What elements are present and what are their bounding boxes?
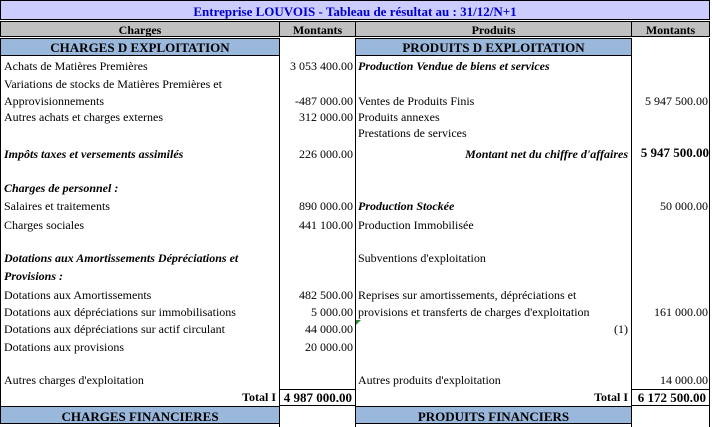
- produit-reprises-line2: provisions et transferts de charges d'exploitation: [358, 305, 590, 319]
- charge-autres-charges: Autres charges d'exploitation: [4, 373, 144, 387]
- charge-autres-achats-value: 312 000.00: [299, 110, 353, 124]
- charge-impots: Impôts taxes et versements assimilés: [4, 147, 184, 161]
- charge-dotations-heading-line2: Provisions :: [4, 269, 64, 283]
- charge-dot-prov: Dotations aux provisions: [4, 340, 124, 354]
- column-montants-right: [631, 38, 710, 389]
- comment-marker-icon: [356, 320, 361, 325]
- charge-dot-amort: Dotations aux Amortissements: [4, 288, 152, 302]
- produit-ventes: Ventes de Produits Finis: [358, 94, 475, 108]
- produit-production-vendue: Production Vendue de biens et services: [358, 59, 550, 73]
- charge-achats-value: 3 053 400.00: [290, 59, 353, 73]
- produit-autres-produits: Autres produits d'exploitation: [358, 373, 501, 387]
- produit-chiffre-affaires-value: 5 947 500.00: [640, 145, 709, 160]
- header-montants-right: Montants: [631, 21, 710, 37]
- produit-reprises-note: (1): [614, 322, 628, 336]
- charge-autres-achats: Autres achats et charges externes: [4, 110, 164, 124]
- charge-dotations-heading-line1: Dotations aux Amortissements Dépréciations et: [4, 251, 239, 265]
- produits-total-label: Total I: [594, 390, 628, 404]
- charge-salaires-value: 890 000.00: [299, 199, 353, 213]
- charges-total-label: Total I: [242, 390, 276, 404]
- charge-dot-actif: Dotations aux dépréciations sur actif circulant: [4, 322, 225, 336]
- produit-autres-produits-value: 14 000.00: [660, 373, 708, 387]
- produit-annexes: Produits annexes: [358, 110, 440, 124]
- produit-chiffre-affaires-label: Montant net du chiffre d'affaires: [465, 147, 628, 161]
- charge-dot-amort-value: 482 500.00: [299, 288, 353, 302]
- charge-variations-line2: Approvisionnements: [4, 94, 104, 108]
- charge-impots-value: 226 000.00: [299, 147, 353, 161]
- sheet-title: Entreprise LOUVOIS - Tableau de résultat au : 31/12/N+1: [0, 0, 710, 20]
- charges-total-value: 4 987 000.00: [279, 389, 356, 406]
- section-charges-financieres: CHARGES FINANCIERES: [0, 406, 280, 424]
- charge-variations-value: -487 000.00: [295, 94, 353, 108]
- section-produits-exploitation: PRODUITS D EXPLOITATION: [355, 38, 632, 56]
- header-produits: Produits: [355, 21, 632, 37]
- header-charges: Charges: [0, 21, 280, 37]
- produit-production-immobilisee: Production Immobilisée: [358, 218, 474, 232]
- charge-dot-immo: Dotations aux dépréciations sur immobilisations: [4, 305, 236, 319]
- charge-dot-immo-value: 5 000.00: [311, 305, 353, 319]
- charge-dot-actif-value: 44 000.00: [305, 322, 353, 336]
- section-charges-exploitation: CHARGES D EXPLOITATION: [0, 38, 280, 56]
- column-montants-left: [279, 38, 356, 389]
- header-montants-left: Montants: [279, 21, 356, 37]
- charge-sociales: Charges sociales: [4, 218, 85, 232]
- charge-personnel-heading: Charges de personnel :: [4, 181, 119, 195]
- column-montants-left-financier: [279, 406, 356, 427]
- charge-sociales-value: 441 100.00: [299, 218, 353, 232]
- charge-dot-prov-value: 20 000.00: [305, 340, 353, 354]
- produits-total-value: 6 172 500.00: [631, 389, 710, 406]
- charge-achats: Achats de Matières Premières: [4, 59, 148, 73]
- produit-production-stockee: Production Stockée: [358, 199, 455, 213]
- section-produits-financiers: PRODUITS FINANCIERS: [355, 406, 632, 424]
- produit-prestations: Prestations de services: [358, 126, 467, 140]
- produit-ventes-value: 5 947 500.00: [645, 94, 708, 108]
- produit-production-stockee-value: 50 000.00: [660, 199, 708, 213]
- produit-reprises-value: 161 000.00: [654, 305, 708, 319]
- produit-subventions: Subventions d'exploitation: [358, 251, 486, 265]
- charge-salaires: Salaires et traitements: [4, 199, 110, 213]
- column-montants-right-financier: [631, 406, 710, 427]
- produit-reprises-line1: Reprises sur amortissements, dépréciations et: [358, 288, 577, 302]
- charge-variations-line1: Variations de stocks de Matières Premières et: [4, 77, 222, 91]
